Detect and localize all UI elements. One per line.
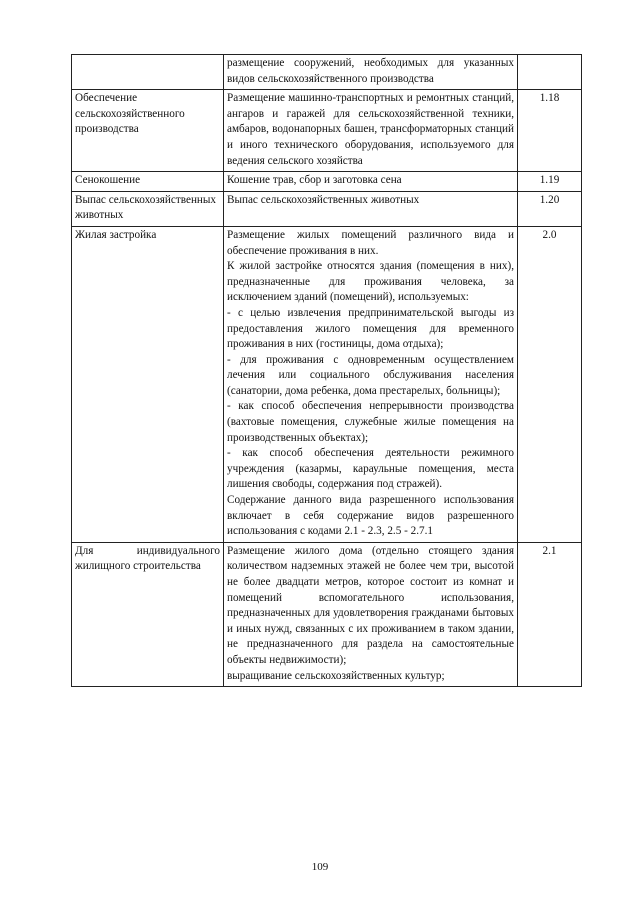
description-paragraph: Содержание данного вида разрешенного использования включает в себя содержание видов разрешенного использования с кодами 2.1 - 2.3, 2.5 - 2.7.1: [227, 494, 514, 538]
classifier-code: 2.0: [542, 228, 557, 241]
description-paragraph: Выпас сельскохозяйственных животных: [227, 193, 420, 206]
description-cell: [224, 90, 518, 172]
description-paragraph: Размещение машинно-транспортных и ремонтных станций, ангаров и гаражей для сельскохозяйственной техники, амбаров, водонапорных башен, трансформаторных станций и иного технического оборудования, используемого для ведения сельского хозяйства: [227, 92, 514, 167]
description-paragraph: выращивание сельскохозяйственных культур;: [227, 669, 445, 682]
classifier-code-cell: [518, 191, 582, 226]
description-paragraph: - как способ обеспечения непрерывности производства (вахтовые помещения, служебные жилые помещения на производственных объектах);: [227, 400, 514, 444]
classifier-code-cell: [518, 172, 582, 192]
description-cell: [224, 542, 518, 686]
description-cell: [224, 191, 518, 226]
activity-name-cell: [72, 55, 224, 90]
land-use-table-body: [72, 55, 582, 687]
activity-name: Выпас сельскохозяйственных животных: [75, 193, 217, 222]
description-cell: [224, 55, 518, 90]
page-number: 109: [311, 861, 329, 873]
table-row: [72, 226, 582, 542]
activity-name-cell: [72, 191, 224, 226]
activity-name: Сенокошение: [75, 174, 141, 187]
table-row: [72, 542, 582, 686]
description-paragraph: Размещение жилых помещений различного вида и обеспечение проживания в них.: [227, 228, 514, 257]
activity-name-cell: [72, 172, 224, 192]
classifier-code: 1.20: [539, 193, 560, 206]
activity-name-cell: [72, 90, 224, 172]
description-paragraph: - для проживания с одновременным осуществлением лечения или социального обслуживания населения (санатории, дома ребенка, дома престарелых, больницы);: [227, 353, 514, 397]
description-paragraph: Размещение жилого дома (отдельно стоящего здания количеством надземных этажей не более чем три, высотой не более двадцати метров, которое состоит из комнат и помещений вспомогательного использования, предназначенных для удовлетворения гражданами бытовых и иных нужд, связанных с их проживанием в таком здании, не предназначенного для раздела на самостоятельные объекты недвижимости);: [227, 544, 514, 666]
description-paragraph: Кошение трав, сбор и заготовка сена: [227, 174, 402, 187]
classifier-code: 1.18: [539, 92, 560, 105]
land-use-table: [71, 54, 582, 687]
classifier-code-cell: [518, 90, 582, 172]
description-paragraph: размещение сооружений, необходимых для указанных видов сельскохозяйственного производства: [227, 57, 514, 85]
description-paragraph: - как способ обеспечения деятельности режимного учреждения (казармы, караульные помещения, места лишения свободы, содержания под стражей).: [227, 447, 514, 491]
classifier-code: 1.19: [539, 174, 560, 187]
classifier-code-cell: [518, 542, 582, 686]
table-row: [72, 191, 582, 226]
activity-name-cell: [72, 226, 224, 542]
description-paragraph: - с целью извлечения предпринимательской выгоды из предоставления жилого помещения для временного проживания в них (гостиницы, дома отдыха);: [227, 306, 514, 351]
classifier-code: 2.1: [542, 544, 557, 557]
table-row: [72, 90, 582, 172]
activity-name: Для индивидуального жилищного строительства: [75, 544, 220, 573]
table-row: [72, 55, 582, 90]
description-paragraph: К жилой застройке относятся здания (помещения в них), предназначенные для проживания человека, за исключением зданий (помещений), используемых:: [227, 260, 514, 304]
description-cell: [224, 226, 518, 542]
activity-name: Жилая застройка: [75, 228, 157, 241]
description-cell: [224, 172, 518, 192]
classifier-code-cell: [518, 55, 582, 90]
classifier-code-cell: [518, 226, 582, 542]
activity-name-cell: [72, 542, 224, 686]
table-row: [72, 172, 582, 192]
activity-name: Обеспечение сельскохозяйственного производства: [75, 92, 185, 136]
